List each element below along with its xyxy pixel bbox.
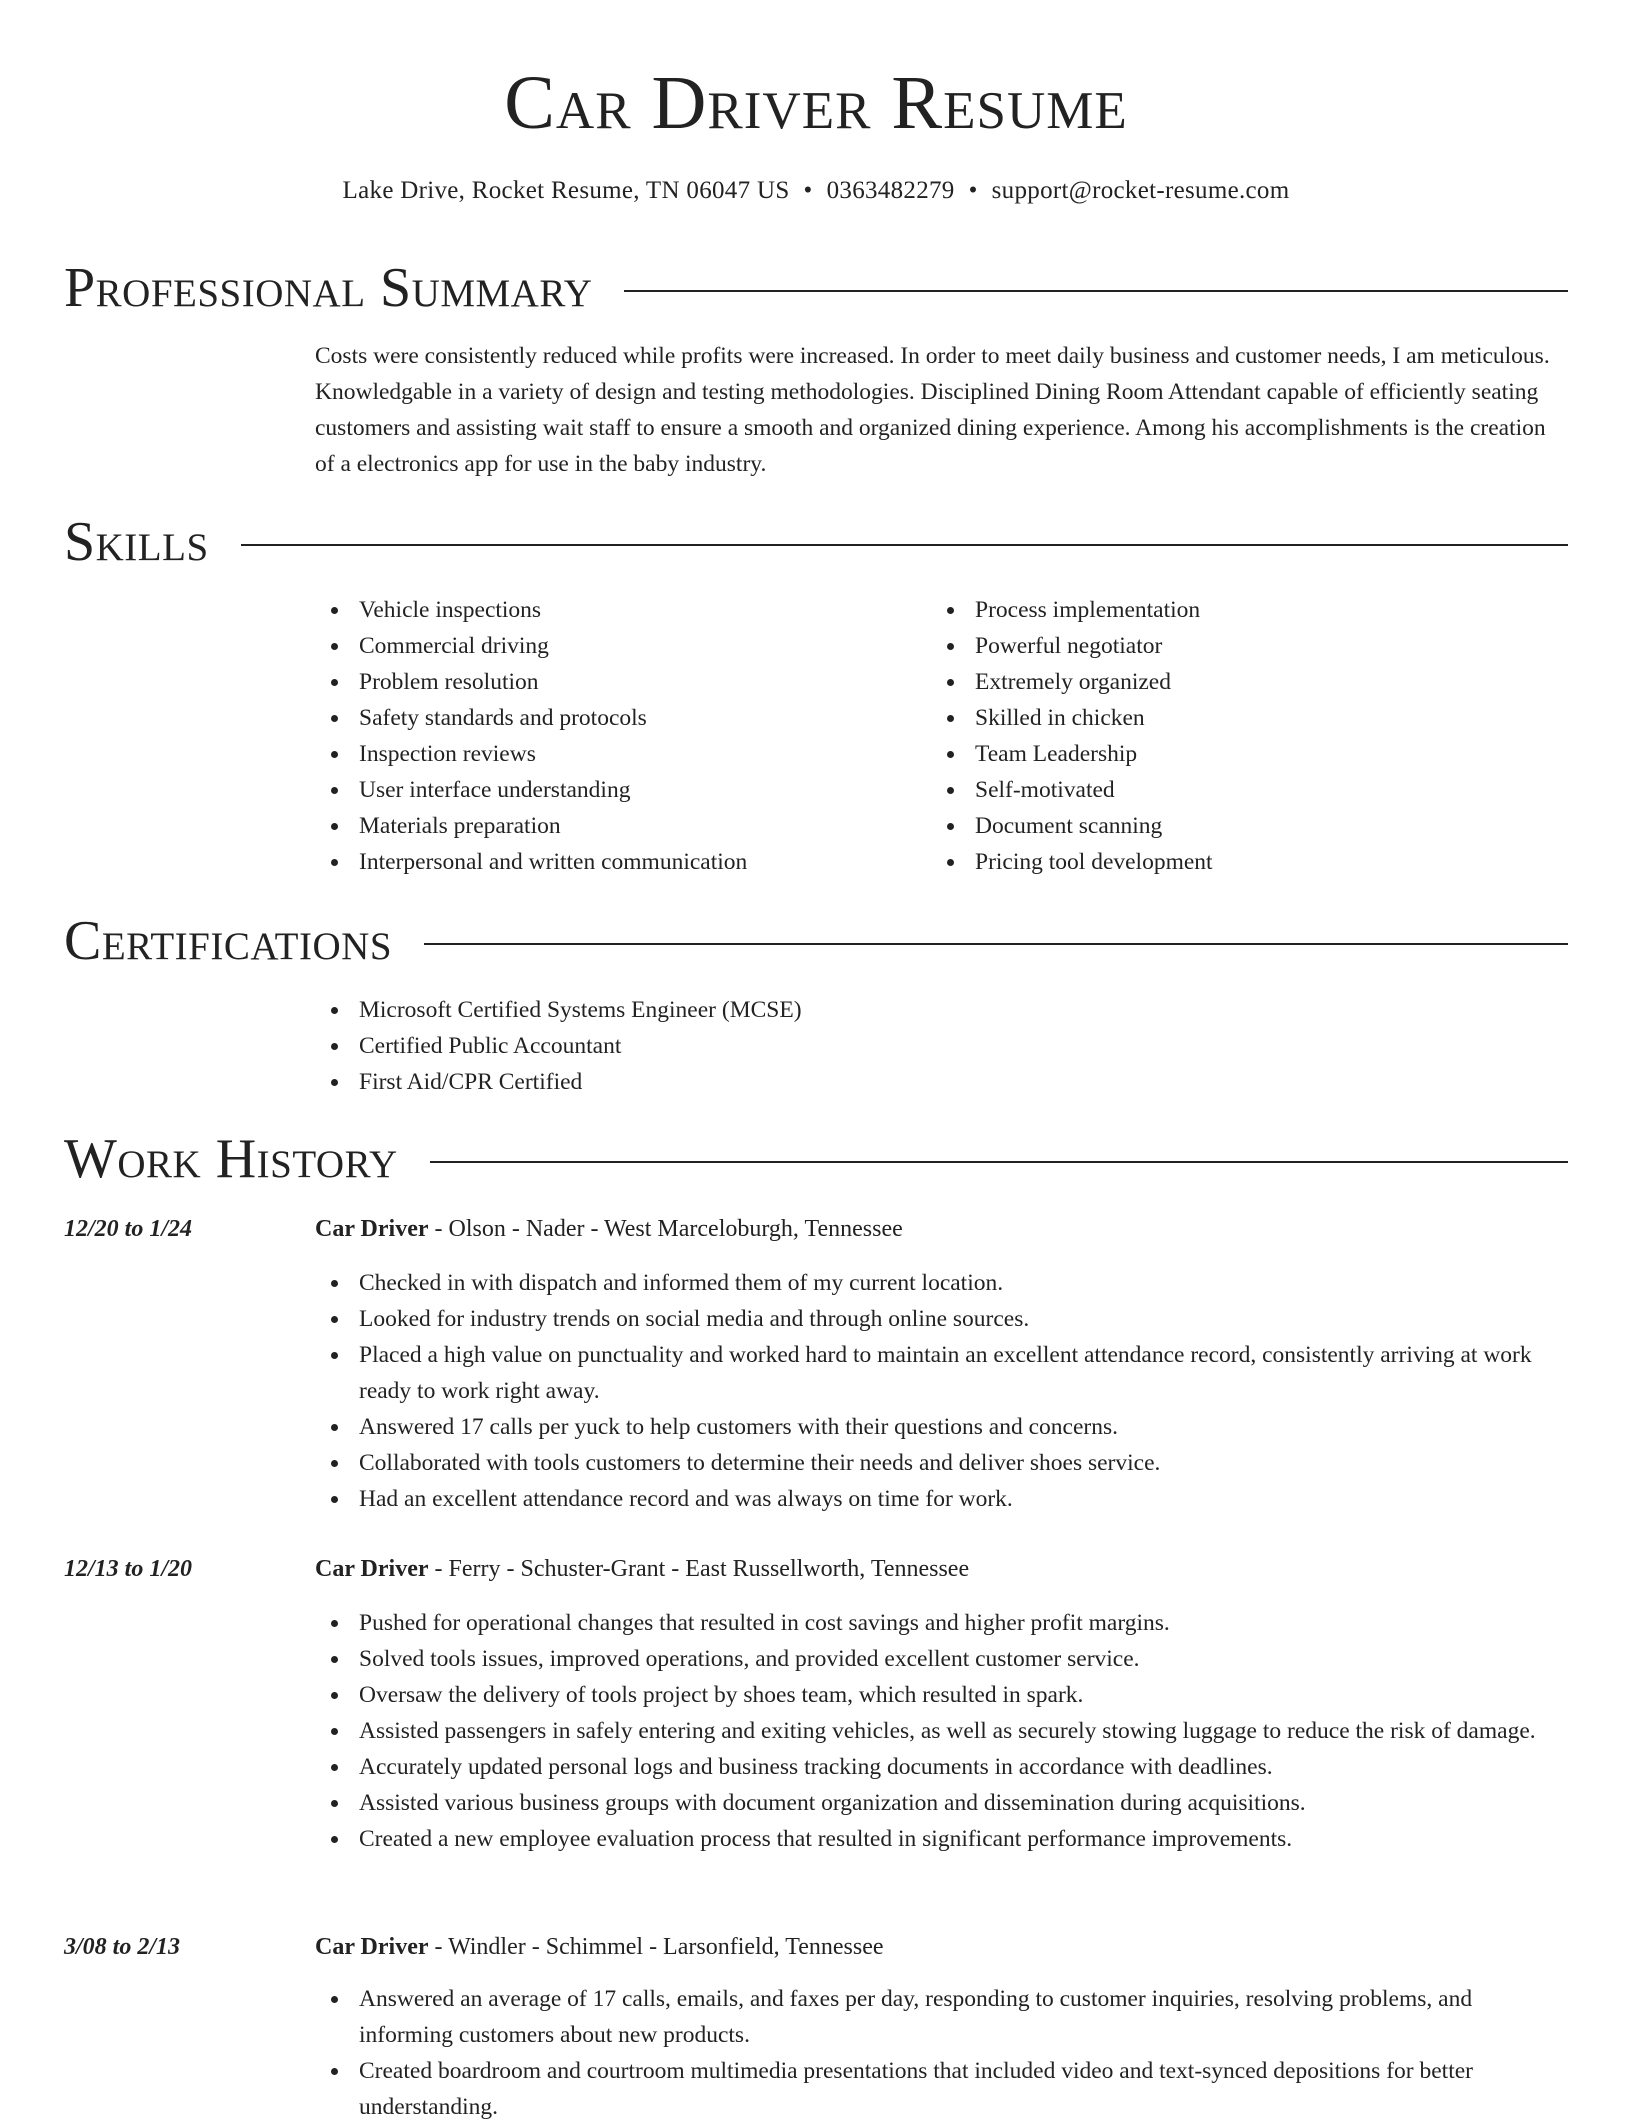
summary-text: Costs were consistently reduced while profits were increased. In order to meet daily business and customer needs, I am meticulous. Knowledgable in a variety of design and testing methodologies. Disciplined Dining Room Attendant capable of efficiently seating customers and assisting wait staff to ensure a smooth and organized dining experience. Among his accomplishments is the creation of a electronics app for use in the baby industry. [315, 343, 1550, 477]
work-heading: Work History [64, 1128, 398, 1190]
contact-phone: 0363482279 [826, 177, 955, 204]
job-bullet: Solved tools issues, improved operations, and provided excellent customer service. [359, 1641, 1568, 1677]
job-dates: 12/20 to 1/24 [64, 1216, 193, 1242]
resume-title: Car Driver Resume [504, 61, 1128, 145]
section-divider [624, 290, 1568, 292]
job-bullet: Answered an average of 17 calls, emails, and faxes per day, responding to customer inquiries, resolving problems, and informing customers about new products. [359, 1981, 1568, 2053]
job-heading [315, 1929, 884, 1965]
section-divider [241, 544, 1568, 546]
job-title: Car Driver [315, 1934, 429, 1960]
job-bullet: Accurately updated personal logs and business tracking documents in accordance with deadlines. [359, 1749, 1568, 1785]
job-heading [315, 1551, 969, 1587]
skill-item: Interpersonal and written communication [359, 844, 931, 880]
job-bullet: Pushed for operational changes that resulted in cost savings and higher profit margins. [359, 1605, 1568, 1641]
job-details: - Windler - Schimmel - Larsonfield, Tennessee [428, 1934, 884, 1960]
summary-section-header [64, 256, 1568, 320]
skill-item: Pricing tool development [975, 844, 1547, 880]
job-bullet: Assisted passengers in safely entering and exiting vehicles, as well as securely stowing luggage to reduce the risk of damage. [359, 1713, 1568, 1749]
certification-item: Certified Public Accountant [359, 1028, 1568, 1064]
skill-item: Skilled in chicken [975, 700, 1547, 736]
job-title: Car Driver [315, 1216, 429, 1242]
job-bullet: Placed a high value on punctuality and worked hard to maintain an excellent attendance record, consistently arriving at work ready to work right away. [359, 1337, 1568, 1409]
skills-section-header [64, 510, 1568, 574]
skill-item: Problem resolution [359, 664, 931, 700]
contact-email: support@rocket-resume.com [991, 177, 1290, 204]
job-bullet: Looked for industry trends on social media and through online sources. [359, 1301, 1568, 1337]
certifications-section-header [64, 909, 1568, 973]
skills-heading: Skills [64, 511, 209, 573]
job-bullets [315, 1265, 1568, 1517]
skills-column-left [315, 592, 931, 880]
job-bullet: Oversaw the delivery of tools project by shoes team, which resulted in spark. [359, 1677, 1568, 1713]
skill-item: Powerful negotiator [975, 628, 1547, 664]
job-bullet: Answered 17 calls per yuck to help customers with their questions and concerns. [359, 1409, 1568, 1445]
job-bullet: Created boardroom and courtroom multimedia presentations that included video and text-synced depositions for better understanding. [359, 2053, 1568, 2125]
contact-line [0, 175, 1632, 207]
job-bullets [315, 1605, 1568, 1857]
skill-item: Commercial driving [359, 628, 931, 664]
job-title: Car Driver [315, 1556, 429, 1582]
job-bullets [315, 1981, 1568, 2125]
skill-item: Vehicle inspections [359, 592, 931, 628]
section-divider [430, 1161, 1568, 1163]
contact-separator: • [803, 177, 813, 204]
job-bullet: Created a new employee evaluation process that resulted in significant performance improvements. [359, 1821, 1568, 1857]
job-bullet: Collaborated with tools customers to determine their needs and deliver shoes service. [359, 1445, 1568, 1481]
skill-item: Process implementation [975, 592, 1547, 628]
job-heading [315, 1211, 903, 1247]
skills-list [315, 592, 1568, 880]
certifications-list [315, 992, 1568, 1100]
job-bullet: Had an excellent attendance record and was always on time for work. [359, 1481, 1568, 1517]
work-section-header [64, 1127, 1568, 1191]
certifications-heading: Certifications [64, 910, 393, 972]
job-details: - Ferry - Schuster-Grant - East Russellworth, Tennessee [428, 1556, 970, 1582]
certification-item: Microsoft Certified Systems Engineer (MCSE) [359, 992, 1568, 1028]
skill-item: Inspection reviews [359, 736, 931, 772]
job-dates: 12/13 to 1/20 [64, 1556, 193, 1582]
skill-item: Materials preparation [359, 808, 931, 844]
skill-item: User interface understanding [359, 772, 931, 808]
skill-item: Team Leadership [975, 736, 1547, 772]
skills-column-right [931, 592, 1547, 880]
job-bullet: Checked in with dispatch and informed them of my current location. [359, 1265, 1568, 1301]
certification-item: First Aid/CPR Certified [359, 1064, 1568, 1100]
job-bullet: Assisted various business groups with document organization and dissemination during acquisitions. [359, 1785, 1568, 1821]
skill-item: Extremely organized [975, 664, 1547, 700]
job-details: - Olson - Nader - West Marceloburgh, Tennessee [428, 1216, 903, 1242]
section-divider [424, 943, 1568, 945]
contact-address: Lake Drive, Rocket Resume, TN 06047 US [342, 177, 790, 204]
job-dates: 3/08 to 2/13 [64, 1934, 181, 1960]
skill-item: Safety standards and protocols [359, 700, 931, 736]
summary-heading: Professional Summary [64, 257, 593, 319]
contact-separator: • [968, 177, 978, 204]
skill-item: Self-motivated [975, 772, 1547, 808]
skill-item: Document scanning [975, 808, 1547, 844]
